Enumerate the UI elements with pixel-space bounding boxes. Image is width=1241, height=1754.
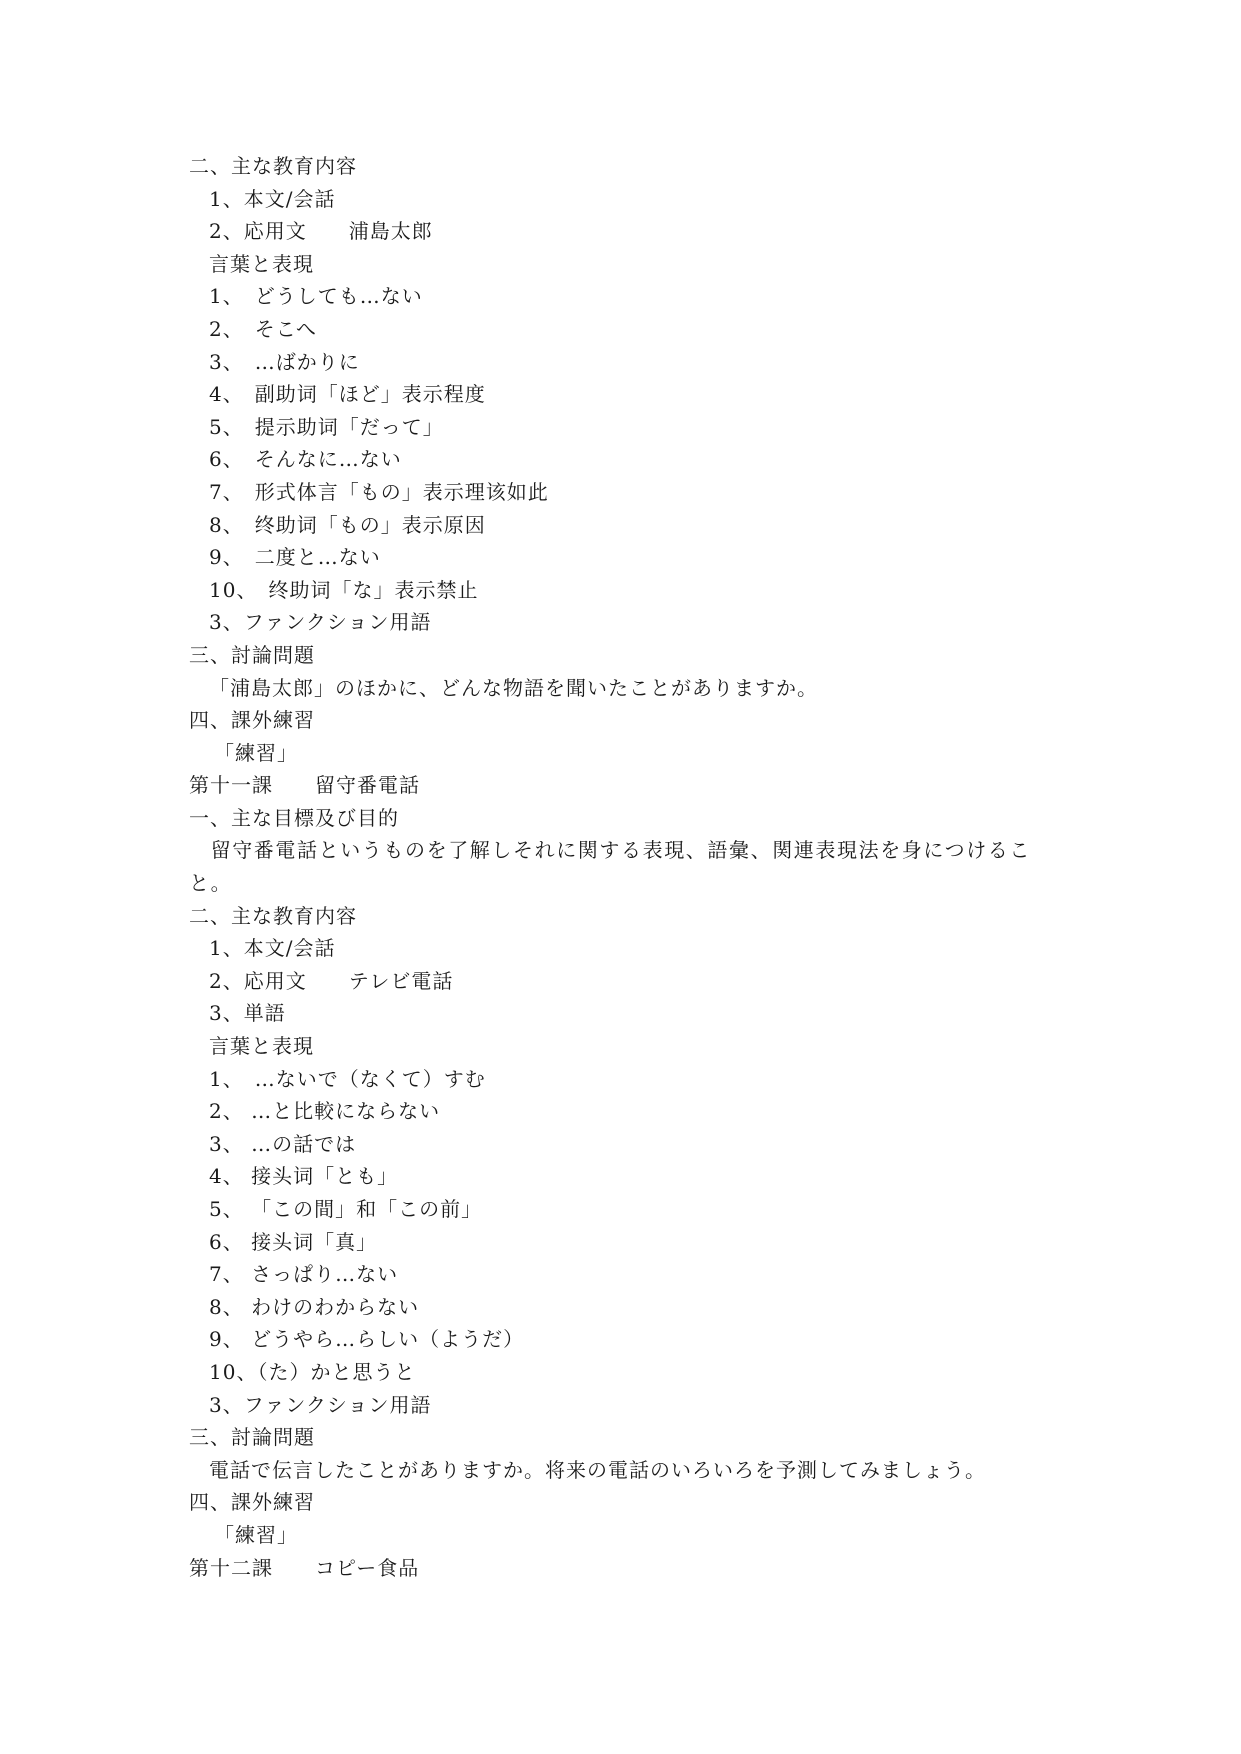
section-heading: 三、討論問題	[189, 1425, 315, 1450]
paragraph: 「練習」	[214, 1522, 298, 1547]
list-item: 2、 …と比較にならない	[209, 1099, 441, 1124]
list-item: 1、本文/会話	[209, 186, 336, 211]
list-item: 6、 接头词「真」	[209, 1229, 378, 1254]
list-item: 1、本文/会話	[209, 936, 336, 961]
list-item: 2、応用文 テレビ電話	[209, 968, 454, 993]
document-body	[189, 150, 1069, 1584]
list-item: 4、 接头词「とも」	[209, 1164, 399, 1189]
list-item: 7、 さっぱり…ない	[209, 1262, 399, 1287]
list-item: 2、 そこへ	[209, 316, 317, 341]
paragraph: 電話で伝言したことがありますか。将来の電話のいろいろを予測してみましょう。	[209, 1457, 986, 1482]
list-item: 2、応用文 浦島太郎	[209, 219, 433, 244]
list-item: 1、 どうしても…ない	[209, 284, 423, 309]
list-item: 5、 「この間」和「この前」	[209, 1197, 483, 1221]
list-item: 9、 二度と…ない	[209, 545, 381, 570]
list-item: 3、ファンクション用語	[209, 610, 432, 635]
paragraph: 「浦島太郎」のほかに、どんな物語を聞いたことがありますか。	[209, 675, 818, 700]
subsection-heading: 言葉と表現	[209, 1034, 314, 1059]
paragraph: 留守番電話というものを了解しそれに関する表現、語彙、関連表現法を身につけること。	[189, 838, 1031, 896]
list-item: 3、 …の話では	[209, 1131, 357, 1156]
list-item: 3、ファンクション用語	[209, 1392, 432, 1417]
list-item: 4、 副助词「ほど」表示程度	[209, 382, 486, 407]
section-heading: 三、討論問題	[189, 642, 315, 667]
list-item: 6、 そんなに…ない	[209, 447, 402, 472]
list-item: 10、 终助词「な」表示禁止	[209, 577, 479, 602]
list-item: 3、単語	[209, 1001, 286, 1026]
paragraph: 「練習」	[214, 740, 298, 765]
section-heading: 二、主な教育内容	[189, 154, 357, 178]
section-heading: 二、主な教育内容	[189, 903, 357, 928]
section-heading: 一、主な目標及び目的	[189, 805, 399, 830]
lesson-title: 第十二課 コピー食品	[189, 1555, 420, 1580]
subsection-heading: 言葉と表現	[209, 251, 314, 276]
list-item: 1、 …ないで（なくて）すむ	[209, 1066, 486, 1091]
list-item: 3、 …ばかりに	[209, 349, 360, 374]
lesson-title: 第十一課 留守番電話	[189, 773, 420, 798]
list-item: 10、（た）かと思うと	[209, 1359, 416, 1384]
list-item: 8、 わけのわからない	[209, 1294, 420, 1319]
section-heading: 四、課外練習	[189, 708, 315, 733]
list-item: 9、 どうやら…らしい（ようだ）	[209, 1327, 525, 1352]
section-heading: 四、課外練習	[189, 1490, 315, 1515]
list-item: 5、 提示助词「だって」	[209, 414, 444, 439]
list-item: 8、 终助词「もの」表示原因	[209, 512, 486, 537]
list-item: 7、 形式体言「もの」表示理该如此	[209, 479, 549, 504]
